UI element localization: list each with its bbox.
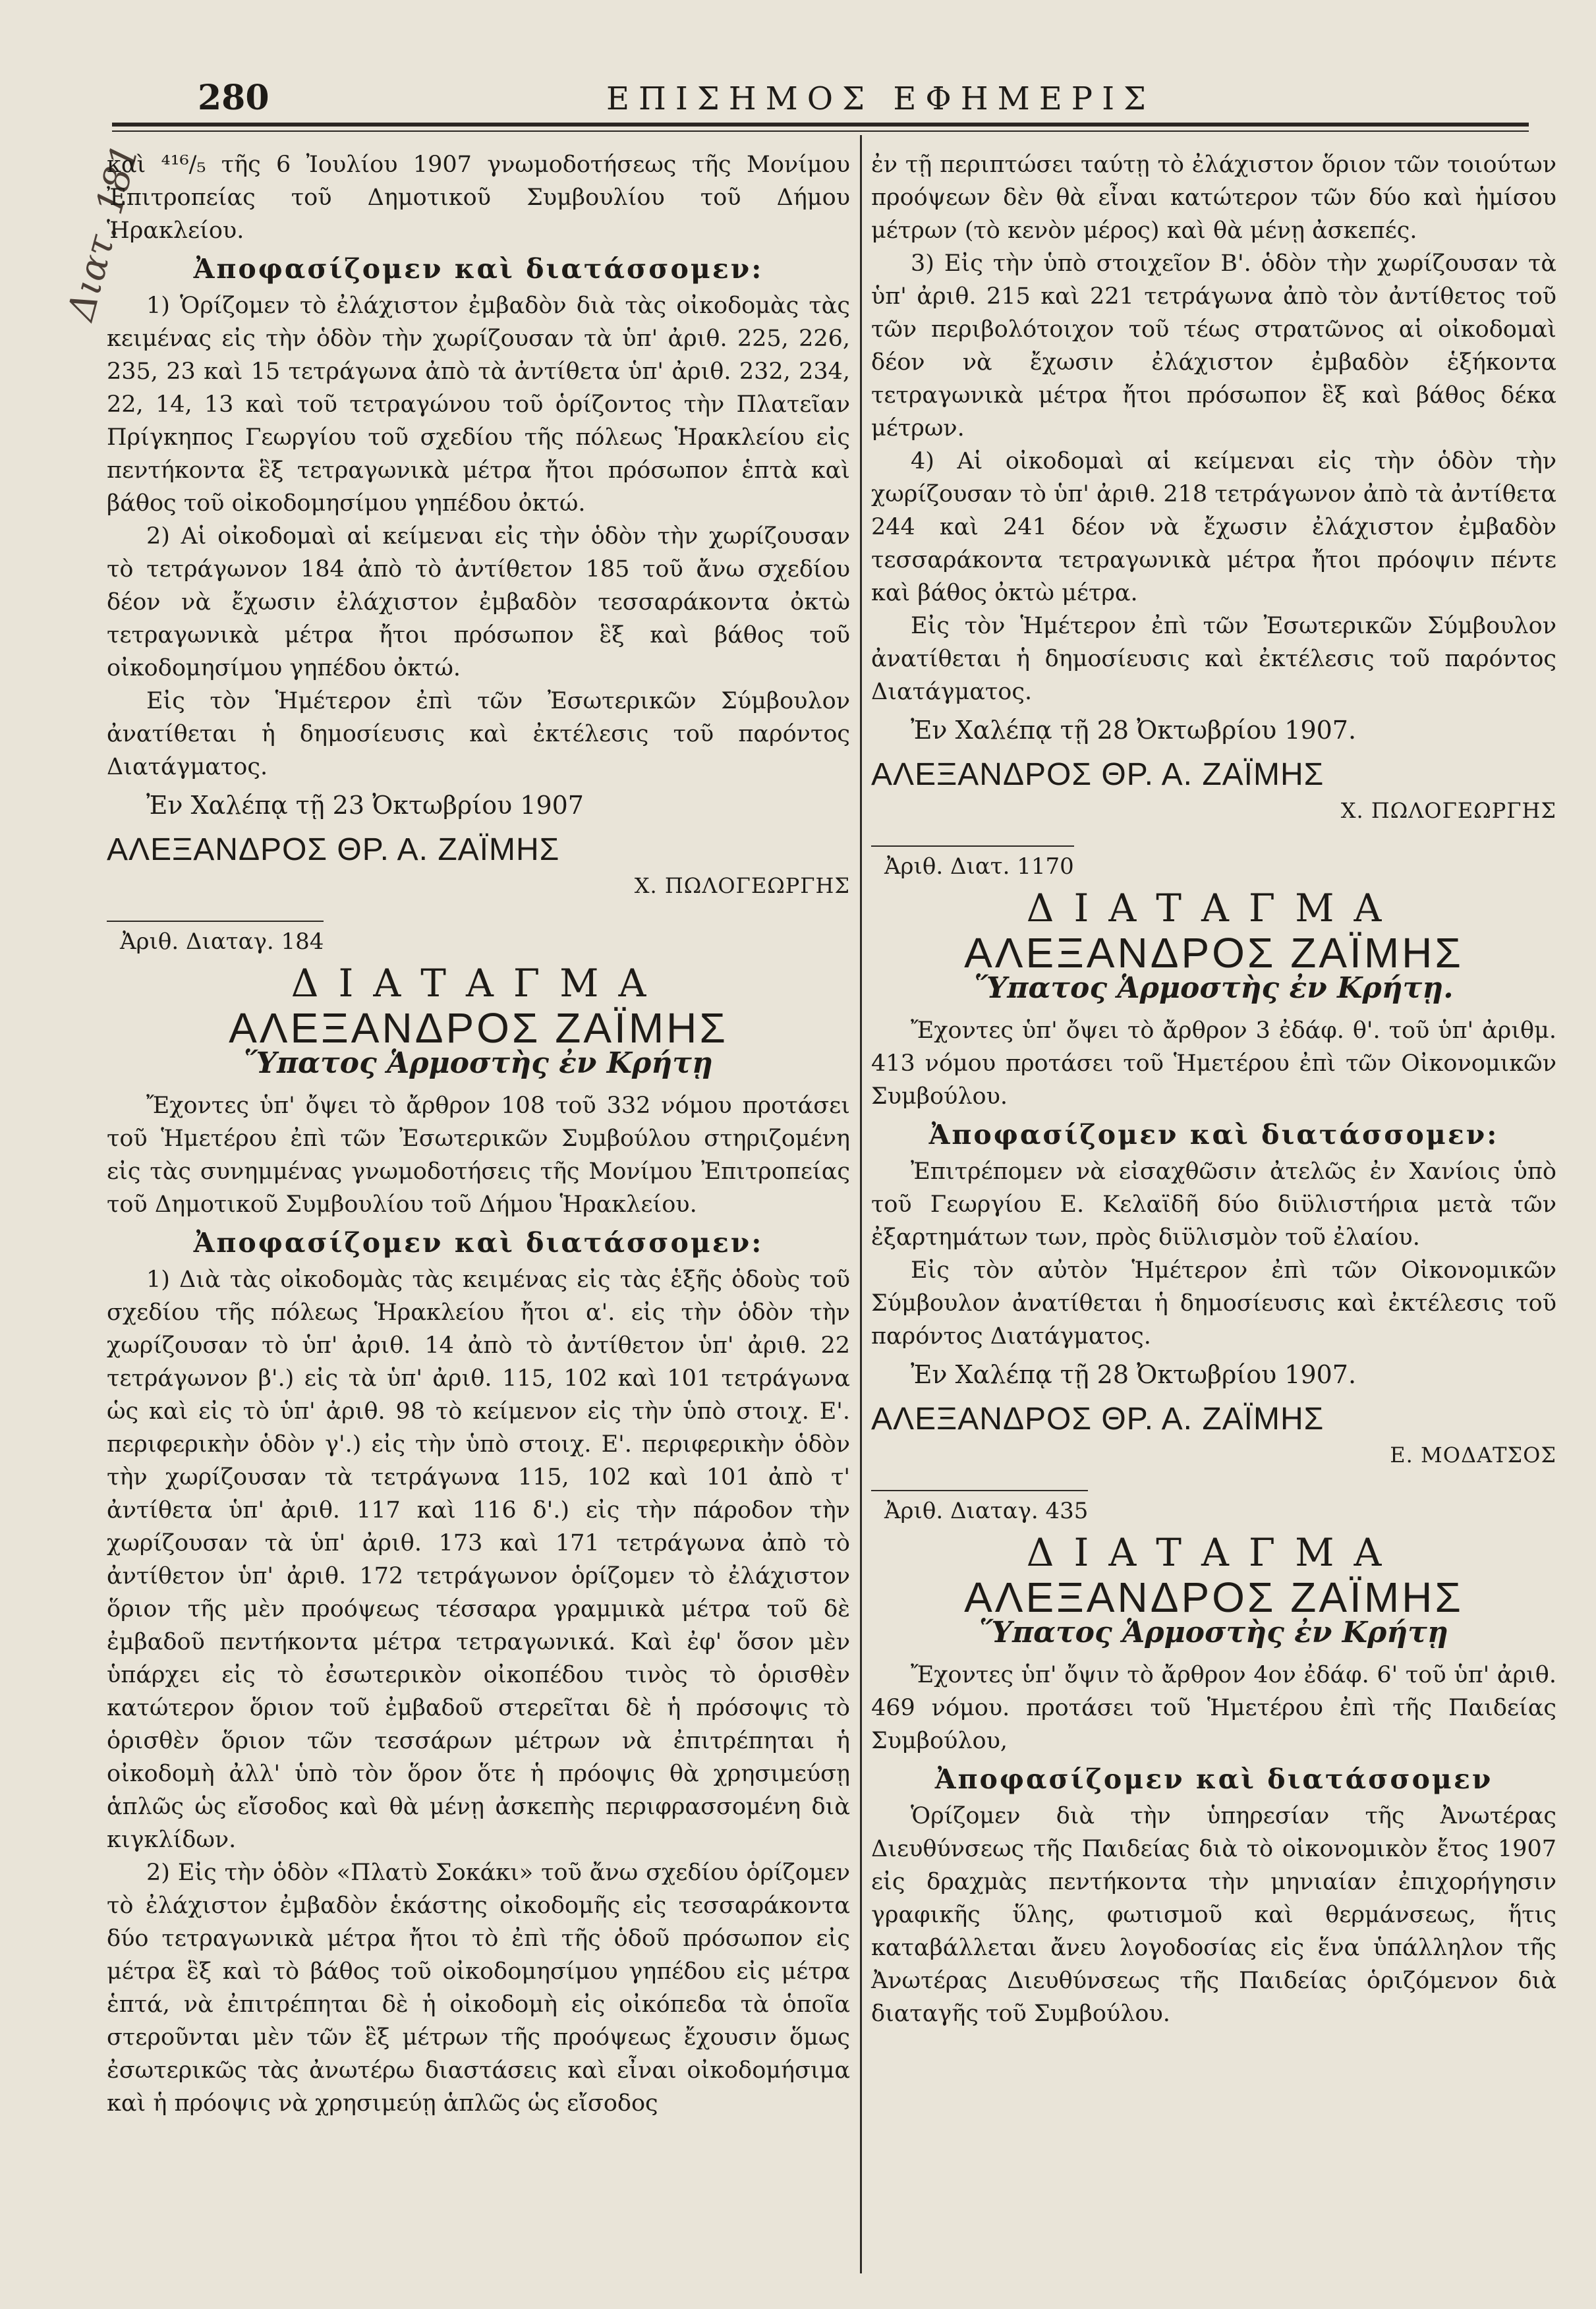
left-heading-2: Ἀποφασίζομεν καὶ διατάσσομεν: bbox=[193, 1227, 764, 1259]
margin-stamp: Διατ. 181 bbox=[59, 139, 148, 326]
left-decree-title-2: ΔΙΑΤΑΓΜΑ bbox=[291, 961, 666, 1006]
right-decree-title-2: ΔΙΑΤΑΓΜΑ bbox=[1026, 886, 1402, 930]
left-minister-1: Χ. ΠΩΛΟΓΕΩΡΓΗΣ bbox=[634, 873, 850, 898]
left-heading-1: Ἀποφασίζομεν καὶ διατάσσομεν: bbox=[193, 253, 764, 285]
right-paragraph-1: ἐν τῇ περιπτώσει ταύτῃ τὸ ἐλάχιστον ὅριον τῶν τοιούτων προόψεων δὲν θὰ εἶναι κατώτερον τῶν δύο καὶ ἡμίσου μέτρων (τὸ κενὸν μέρος) καὶ θὰ μένῃ ἀσκεπές. bbox=[871, 152, 1556, 244]
right-paragraph-8: Ἔχοντες ὑπ' ὄψιν τὸ ἄρθρον 4ον ἐδάφ. 6' τοῦ ὑπ' ἀριθ. 469 νόμου. προτάσει τοῦ Ἡμετέρου ἐπὶ τῆς Παιδείας Συμβούλου, bbox=[871, 1662, 1556, 1754]
right-signature-1: ΑΛΕΞΑΝΔΡΟΣ ΘΡ. Α. ΖΑΪΜΗΣ bbox=[871, 757, 1325, 792]
right-date-1: Ἐν Χαλέπᾳ τῇ 28 Ὀκτωβρίου 1907. bbox=[911, 716, 1357, 745]
right-heading-2: Ἀποφασίζομεν καὶ διατάσσομεν: bbox=[928, 1119, 1499, 1151]
right-minister-1: Χ. ΠΩΛΟΓΕΩΡΓΗΣ bbox=[1340, 798, 1556, 823]
right-heading-3: Ἀποφασίζομεν καὶ διατάσσομεν bbox=[934, 1763, 1493, 1795]
right-governor-name-3: ΑΛΕΞΑΝΔΡΟΣ ΖΑΪΜΗΣ bbox=[964, 1574, 1464, 1621]
left-paragraph-5: Ἔχοντες ὑπ' ὄψει τὸ ἄρθρον 108 τοῦ 332 νόμου προτάσει τοῦ Ἡμετέρου ἐπὶ τῶν Ἐσωτερικῶν Συμβούλου στηριζομένη εἰς τὰς συνημμένας γνωμοδοτήσεις τῆς Μονίμου Ἐπιτροπείας τοῦ Δημοτικοῦ Συμβουλίου τοῦ Δήμου Ἡρακλείου. bbox=[107, 1093, 850, 1218]
right-paragraph-3: 4) Αἱ οἰκοδομαὶ αἱ κείμεναι εἰς τὴν ὁδὸν τὴν χωρίζουσαν τὸ ὑπ' ἀριθ. 218 τετράγωνον ἀπὸ τὰ ἀντίθετα 244 καὶ 241 δέον νὰ ἔχωσιν ἐλάχιστον ἐμβαδὸν τεσσαράκοντα τετραγωνικὰ μέτρα ἤτοι πρόοψιν πέντε καὶ βάθος ὀκτὼ μέτρα. bbox=[871, 448, 1556, 606]
right-governor-name-2: ΑΛΕΞΑΝΔΡΟΣ ΖΑΪΜΗΣ bbox=[964, 929, 1464, 977]
right-decree-number-2: Ἀριθ. Διατ. 1170 bbox=[871, 845, 1074, 880]
left-paragraph-4: Εἰς τὸν Ἡμέτερον ἐπὶ τῶν Ἐσωτερικῶν Σύμβουλον ἀνατίθεται ἡ δημοσίευσις καὶ ἐκτέλεσις τοῦ παρόντος Διατάγματος. bbox=[107, 688, 850, 780]
left-decree-number-2: Ἀριθ. Διαταγ. 184 bbox=[107, 921, 324, 955]
page-number: 280 bbox=[198, 78, 270, 118]
right-paragraph-2: 3) Εἰς τὴν ὑπὸ στοιχεῖον Β'. ὁδὸν τὴν χωρίζουσαν τὰ ὑπ' ἀριθ. 215 καὶ 221 τετράγωνα ἀπὸ τὸν ἀντίθετος τοῦ τῶν περιβολότοιχον τοῦ τέως στρατῶνος αἱ οἰκοδομαὶ δέον νὰ ἔχωσιν ἐλάχιστον ἐμβαδὸν ἑξήκοντα τετραγωνικὰ μέτρα ἤτοι πρόσωπον ἓξ καὶ βάθος δέκα μέτρων. bbox=[871, 250, 1556, 442]
column-divider bbox=[860, 135, 862, 2273]
left-column bbox=[107, 148, 850, 2120]
right-paragraph-4: Εἰς τὸν Ἡμέτερον ἐπὶ τῶν Ἐσωτερικῶν Σύμβουλον ἀνατίθεται ἡ δημοσίευσις καὶ ἐκτέλεσις τοῦ παρόντος Διατάγματος. bbox=[871, 613, 1556, 705]
left-governor-title-2: Ὕπατος Ἁρμοστὴς ἐν Κρήτῃ bbox=[244, 1046, 713, 1080]
right-paragraph-6: Ἐπιτρέπομεν νὰ εἰσαχθῶσιν ἀτελῶς ἐν Χανίοις ὑπὸ τοῦ Γεωργίου Ε. Κελαϊδῆ δύο διϋλιστήρια μετὰ τῶν ἐξαρτημάτων των, πρὸς διϋλισμὸν τοῦ ἐλαίου. bbox=[871, 1158, 1556, 1251]
right-governor-title-3: Ὕπατος Ἁρμοστὴς ἐν Κρήτῃ bbox=[979, 1616, 1448, 1649]
left-signature-1: ΑΛΕΞΑΝΔΡΟΣ ΘΡ. Α. ΖΑΪΜΗΣ bbox=[107, 832, 560, 867]
right-date-2: Ἐν Χαλέπᾳ τῇ 28 Ὀκτωβρίου 1907. bbox=[911, 1360, 1357, 1389]
left-paragraph-1: καὶ ⁴¹⁶/₅ τῆς 6 Ἰουλίου 1907 γνωμοδοτήσεως τῆς Μονίμου Ἐπιτροπείας τοῦ Δημοτικοῦ Συμβουλίου τοῦ Δήμου Ἡρακλείου. bbox=[107, 152, 850, 244]
right-minister-2: Ε. ΜΟΔΑΤΣΟΣ bbox=[1390, 1442, 1556, 1468]
left-paragraph-3: 2) Αἱ οἰκοδομαὶ αἱ κείμεναι εἰς τὴν ὁδὸν τὴν χωρίζουσαν τὸ τετράγωνον 184 ἀπὸ τὸ ἀντίθετον 185 τοῦ ἄνω σχεδίου δέον νὰ ἔχωσιν ἐλάχιστον ἐμβαδὸν τεσσαράκοντα ὀκτὼ τετραγωνικὰ μέτρα ἤτοι πρόσωπον ἓξ καὶ βάθος τοῦ οἰκοδομησίμου γηπέδου ὀκτώ. bbox=[107, 523, 850, 681]
right-paragraph-7: Εἰς τὸν αὐτὸν Ἡμέτερον ἐπὶ τῶν Οἰκονομικῶν Σύμβουλον ἀνατίθεται ἡ δημοσίευσις καὶ ἐκτέλεσις τοῦ παρόντος Διατάγματος. bbox=[871, 1257, 1556, 1350]
left-date-1: Ἐν Χαλέπᾳ τῇ 23 Ὀκτωβρίου 1907 bbox=[146, 791, 584, 820]
right-governor-title-2: Ὕπατος Ἁρμοστὴς ἐν Κρήτῃ. bbox=[974, 971, 1454, 1005]
left-paragraph-2: 1) Ὁρίζομεν τὸ ἐλάχιστον ἐμβαδὸν διὰ τὰς οἰκοδομὰς τὰς κειμένας εἰς τὴν ὁδὸν τὴν χωρίζουσαν τὰ ὑπ' ἀριθ. 225, 226, 235, 23 καὶ 15 τετράγωνα ἀπὸ τὰ ἀντίθετα ὑπ' ἀριθ. 232, 234, 22, 14, 13 καὶ τοῦ τετραγώνου τοῦ ὁρίζοντος τὴν Πλατεῖαν Πρίγκηπος Γεωργίου τοῦ σχεδίου τῆς πόλεως Ἡρακλείου εἰς πεντήκοντα ἓξ τετραγωνικὰ μέτρα ἤτοι πρόσωπον ἑπτὰ καὶ βάθος τοῦ οἰκοδομησίμου γηπέδου ὀκτώ. bbox=[107, 293, 850, 517]
header-rule-thick bbox=[112, 123, 1529, 127]
right-decree-title-3: ΔΙΑΤΑΓΜΑ bbox=[1026, 1530, 1402, 1575]
header-rule-thin bbox=[112, 130, 1529, 132]
left-paragraph-6: 1) Διὰ τὰς οἰκοδομὰς τὰς κειμένας εἰς τὰς ἑξῆς ὁδοὺς τοῦ σχεδίου τῆς πόλεως Ἡρακλείου ἤτοι α'. εἰς τὴν ὁδὸν τὴν χωρίζουσαν τὸ ὑπ' ἀριθ. 14 ἀπὸ τὸ ἀντίθετον ὑπ' ἀριθ. 22 τετράγωνον β'.) εἰς τὰ ὑπ' ἀριθ. 115, 102 καὶ 101 τετράγωνα ὡς καὶ εἰς τὸ ὑπ' ἀριθ. 98 τὸ κείμενον εἰς τὴν ὑπὸ στοιχ. Ε'. περιφερικὴν ὁδὸν γ'.) εἰς τὴν ὑπὸ στοιχ. Ε'. περιφερικὴν ὁδὸν τὴν χωρίζουσαν τὰ τετράγωνα 115, 102 καὶ 101 ἀπὸ τ' ἀντίθετα ὑπ' ἀριθ. 117 καὶ 116 δ'.) εἰς τὴν πάροδον τὴν χωρίζουσαν τὰ ὑπ' ἀριθ. 173 καὶ 171 τετράγωνα ἀπὸ τὸ ἀντίθετον ὑπ' ἀριθ. 172 τετράγωνον ὁρίζομεν τὸ ἐλάχιστον ὅριον τῆς μὲν προόψεως τέσσαρα γραμμικὰ μέτρα τοῦ δὲ ἐμβαδοῦ πεντήκοντα μέτρα τετραγωνικά. Καὶ ἐφ' ὅσον μὲν ὑπάρχει εἰς τὸ ἐσωτερικὸν οἰκοπέδου τινὸς τὸ ὁρισθὲν κατώτερον ὅριον τοῦ ἐμβαδοῦ στερεῖται δὲ ἡ πρόσοψις τὸ ὁρισθὲν ὅριον τῶν τεσσάρων μέτρων νὰ ἐπιτρέπηται ἡ οἰκοδομὴ ἀλλ' ὑπὸ τὸν ὅρον ὅτε ἡ πρόοψις θὰ χρησιμεύσῃ ἁπλῶς ὡς εἴσοδος καὶ θὰ μένῃ ἀσκεπὴς περιφρασσομένη διὰ κιγκλίδων. bbox=[107, 1267, 850, 1853]
right-signature-2: ΑΛΕΞΑΝΔΡΟΣ ΘΡ. Α. ΖΑΪΜΗΣ bbox=[871, 1402, 1325, 1437]
right-column bbox=[871, 148, 1556, 2030]
right-paragraph-9: Ὁρίζομεν διὰ τὴν ὑπηρεσίαν τῆς Ἀνωτέρας Διευθύνσεως τῆς Παιδείας διὰ τὸ οἰκονομικὸν ἔτος 1907 εἰς δραχμὰς πεντήκοντα τὴν μηνιαίαν ἐπιχορήγησιν γραφικῆς ὕλης, φωτισμοῦ καὶ θερμάνσεως, ἥτις καταβάλλεται ἄνευ λογοδοσίας εἰς ἕνα ὑπάλληλον τῆς Ἀνωτέρας Διευθύνσεως τῆς Παιδείας ὁριζόμενον διὰ διαταγῆς τοῦ Συμβούλου. bbox=[871, 1803, 1556, 2027]
left-governor-name-2: ΑΛΕΞΑΝΔΡΟΣ ΖΑΪΜΗΣ bbox=[229, 1004, 728, 1052]
left-paragraph-7: 2) Εἰς τὴν ὁδὸν «Πλατὺ Σοκάκι» τοῦ ἄνω σχεδίου ὁρίζομεν τὸ ἐλάχιστον ἐμβαδὸν ἑκάστης οἰκοδομῆς εἰς τεσσαράκοντα δύο τετραγωνικὰ μέτρα ἤτοι τὸ ἐπὶ τῆς ὁδοῦ πρόσωπον εἰς μέτρα ἓξ καὶ τὸ βάθος τοῦ οἰκοδομησίμου γηπέδου εἰς μέτρα ἑπτά, νὰ ἐπιτρέπηται δὲ ἡ οἰκοδομὴ εἰς οἰκόπεδα τὰ ὁποῖα στεροῦνται μὲν τῶν ἓξ μέτρων τῆς προόψεως ἔχουσιν ὅμως ἐσωτερικῶς τὰς ἀνωτέρω διαστάσεις καὶ εἶναι οἰκοδομήσιμα καὶ ἡ πρόοψις νὰ χρησιμεύῃ ἁπλῶς ὡς εἴσοδος bbox=[107, 1860, 850, 2117]
journal-title: ΕΠΙΣΗΜΟΣ ΕΦΗΜΕΡΙΣ bbox=[606, 80, 1155, 117]
right-paragraph-5: Ἔχοντες ὑπ' ὄψει τὸ ἄρθρον 3 ἐδάφ. θ'. τοῦ ὑπ' ἀριθμ. 413 νόμου προτάσει τοῦ Ἡμετέρου ἐπὶ τῶν Οἰκονομικῶν Συμβούλου. bbox=[871, 1017, 1556, 1110]
right-decree-number-3: Ἀριθ. Διαταγ. 435 bbox=[871, 1490, 1088, 1524]
